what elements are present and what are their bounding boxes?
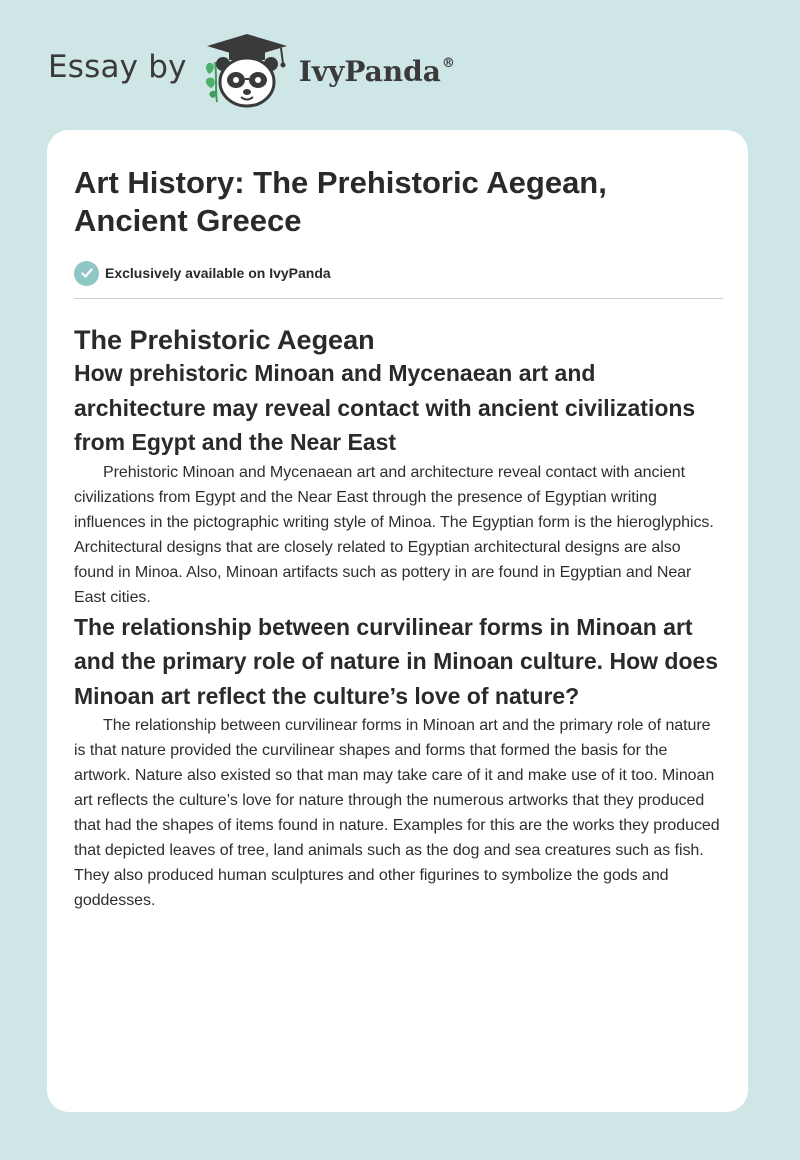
divider (74, 298, 723, 299)
registered-mark: ® (441, 55, 455, 71)
section-heading: The Prehistoric Aegean (74, 325, 375, 355)
question-heading: How prehistoric Minoan and Mycenaean art and architecture may reveal contact with ancient civilizations from Egypt and the Near East (74, 360, 696, 455)
exclusive-label: Exclusively available on IvyPanda (105, 265, 331, 281)
answer-paragraph: The relationship between curvilinear forms in Minoan art and the primary role of nature is that nature provided the curvilinear shapes and forms that formed the basis for the artwork. Nature also existed so that man may take care of it and make use of it too. Minoan art reflects the culture’s love for nature through the numerous artworks that they produced that had the shapes of items found in nature. Examples for this are the works they produced that depicted leaves of tree, land animals such as the dog and sea creatures such as fish. They also produced human sculptures and other figurines to symbolize the gods and goddesses. (74, 717, 720, 909)
exclusive-badge (74, 260, 722, 286)
essay-by-label: Essay by (48, 49, 187, 85)
page-title: Art History: The Prehistoric Aegean, Ancient Greece (74, 165, 607, 238)
question-heading: The relationship between curvilinear forms in Minoan art and the primary role of nature in Minoan culture. How does Minoan art reflect the culture’s love of nature? (74, 613, 719, 709)
check-icon (74, 261, 99, 286)
answer-paragraph: Prehistoric Minoan and Mycenaean art and architecture reveal contact with ancient civilizations from Egypt and the Near East through the presence of Egyptian writing influences in the pictographic writing style of Minoa. The Egyptian form is the hieroglyphics. Architectural designs that are closely related to Egyptian architectural designs are also found in Minoa. Also, Minoan artifacts such as pottery in are found in Egyptian and Near East cities. (74, 463, 714, 606)
panda-logo-icon[interactable] (201, 30, 293, 110)
essay-content (74, 164, 722, 913)
essay-card (47, 130, 748, 1112)
brand-name[interactable] (299, 55, 455, 88)
site-header (48, 30, 455, 110)
brand-name-text: IvyPanda (298, 54, 441, 88)
